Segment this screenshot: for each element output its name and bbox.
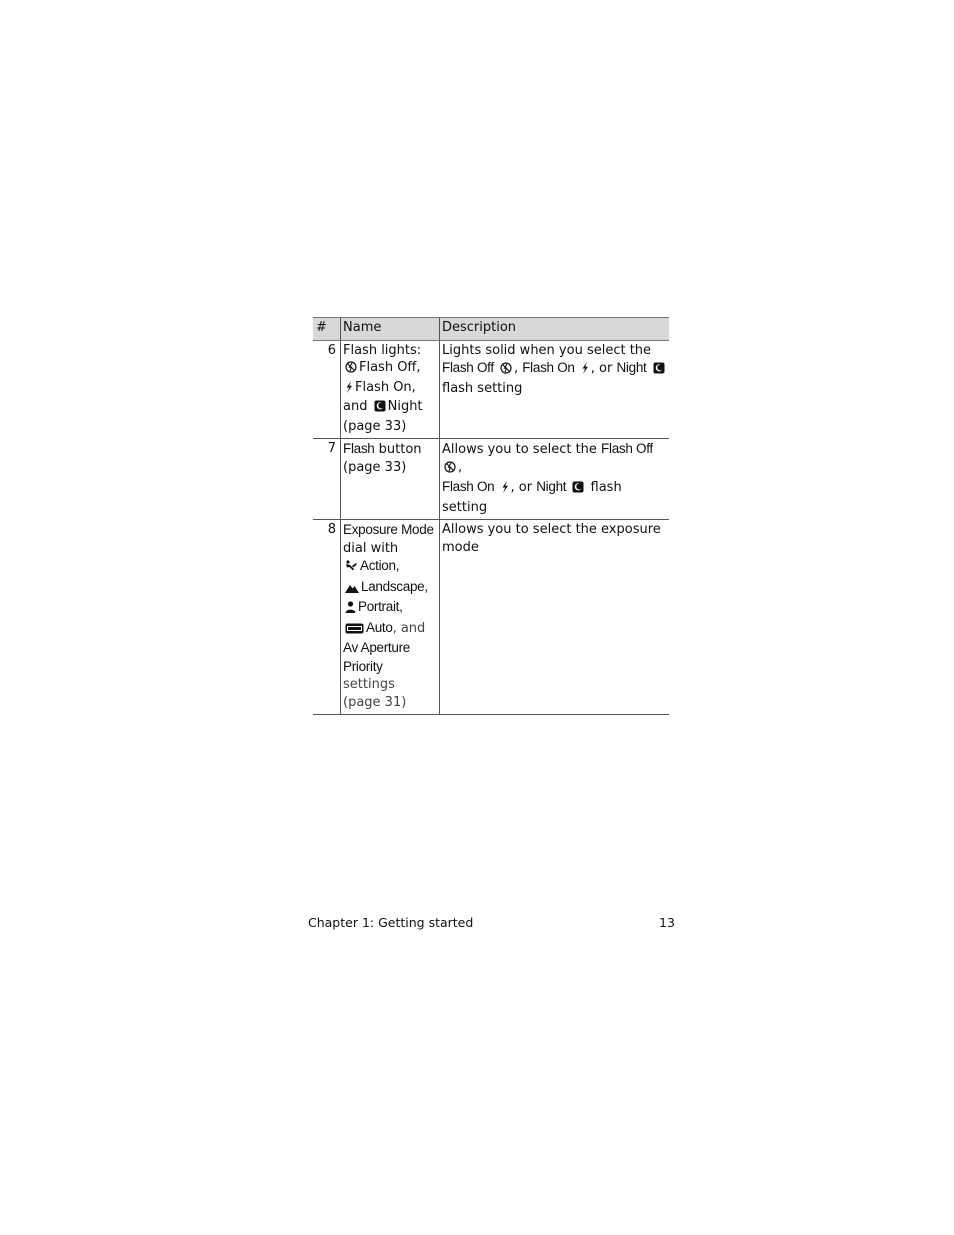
- table-row-6: [313, 340, 669, 439]
- name-flash-off: Flash Off,: [359, 360, 421, 375]
- name-and: , and: [392, 620, 426, 636]
- row-number: 6: [313, 340, 341, 439]
- desc-lead: Lights solid when you select the: [442, 342, 652, 358]
- desc-flash-off: Flash Off: [442, 360, 494, 375]
- name-page-ref: (page 33): [343, 459, 407, 475]
- name-dial-with: dial with: [343, 540, 399, 556]
- name-flash-on: Flash On,: [355, 379, 416, 395]
- name-landscape: Landscape,: [361, 578, 428, 594]
- flash-off-icon: [444, 461, 456, 479]
- desc-flash-on: Flash On: [442, 479, 495, 494]
- name-priority: Priority: [343, 658, 383, 674]
- header-num: #: [313, 318, 341, 341]
- night-icon: [653, 362, 665, 380]
- row-number: 8: [313, 520, 341, 715]
- night-icon: [374, 400, 386, 418]
- table-row-7: [313, 439, 669, 520]
- name-auto: Auto: [366, 619, 393, 635]
- name-settings: settings: [343, 677, 395, 692]
- desc-lead: Allows you to select the: [442, 442, 597, 457]
- action-icon: [345, 560, 358, 578]
- flash-off-icon: [345, 361, 357, 379]
- auto-icon: [345, 622, 364, 640]
- controls-table: [313, 317, 669, 715]
- table-header-row: [313, 318, 669, 341]
- desc-night: Night: [616, 360, 647, 375]
- desc-tail: flash setting: [442, 380, 523, 396]
- name-flash: Flash: [343, 441, 375, 456]
- row-description-cell: Lights solid when you select the Flash Off , Flash On , or Night flash setting: [440, 340, 670, 439]
- desc-or: or: [599, 361, 613, 376]
- name-page-ref: (page 31): [343, 694, 407, 710]
- night-icon: [572, 481, 584, 499]
- footer-page-number: 13: [659, 915, 675, 930]
- flash-on-icon: [501, 481, 509, 499]
- footer-chapter: Chapter 1: Getting started: [308, 915, 474, 930]
- landscape-icon: [345, 581, 359, 599]
- desc-tail: flash setting: [442, 480, 622, 515]
- name-page-ref: (page 33): [343, 418, 407, 434]
- header-name: Name: [341, 318, 440, 341]
- name-button: button: [378, 442, 422, 457]
- name-and: and: [343, 399, 368, 414]
- desc-flash-on: Flash On: [522, 360, 575, 375]
- row-number: 7: [313, 439, 341, 520]
- row-description-cell: [440, 520, 670, 715]
- name-action: Action,: [360, 558, 400, 573]
- desc-night: Night: [536, 479, 567, 494]
- row-name-cell: [341, 439, 440, 520]
- header-description: Description: [440, 318, 670, 341]
- flash-on-icon: [581, 362, 589, 380]
- desc-or: or: [518, 480, 533, 495]
- name-av-aperture: Av Aperture: [343, 640, 410, 655]
- row-description-cell: Allows you to select the Flash Off , Flash On , or Night flash setting: [440, 439, 670, 520]
- name-exposure-mode: Exposure Mode: [343, 522, 434, 537]
- desc-text: Allows you to select the exposure mode: [442, 522, 661, 555]
- flash-on-icon: [345, 381, 353, 399]
- flash-off-icon: [500, 362, 512, 380]
- table-row-8: [313, 520, 669, 715]
- row-name-cell: [341, 340, 440, 439]
- desc-flash-off: Flash Off: [601, 441, 653, 456]
- name-night: Night: [387, 399, 423, 414]
- portrait-icon: [345, 601, 356, 619]
- row-name-cell: [341, 520, 440, 715]
- name-portrait: Portrait,: [358, 599, 403, 614]
- name-lead: Flash lights:: [343, 342, 422, 358]
